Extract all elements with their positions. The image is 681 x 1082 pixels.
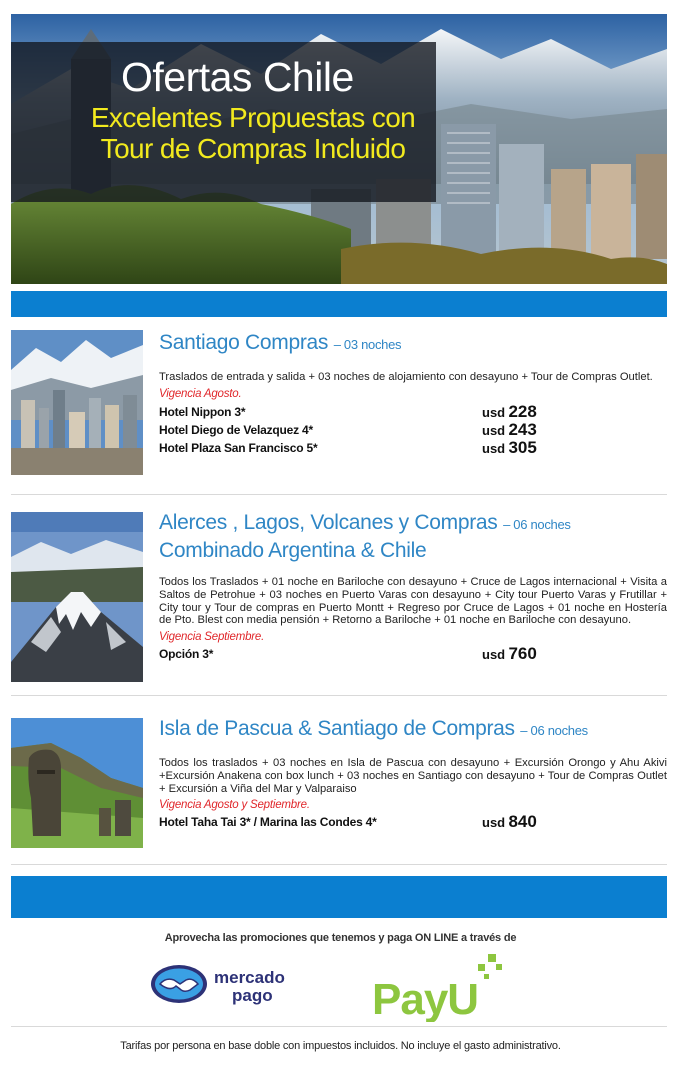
offer-validity: Vigencia Septiembre. <box>159 631 265 644</box>
offer-title <box>159 330 667 358</box>
payment-note: Aprovecha las promociones que tenemos y paga ON LINE a través de <box>164 932 517 944</box>
section-divider <box>11 1026 667 1027</box>
offer-nights: – 06 noches <box>520 723 588 738</box>
offer-description: Todos los Traslados + 01 noche en Bariloche con desayuno + Cruce de Lagos internacional + Visita a Saltos de Petrohue + 03 noches en Puerto Varas con desayuno + City tour Puerto Varas y Frutillar + City tour y Tour de compras en Puerto Montt + Regreso por Cruce de Lagos + 01 noche en Hostería de Pto. Blest con media pensión + Retorno a Bariloche + 01 noche en Bariloche con desayuno. <box>159 576 667 627</box>
mercado-text: mercado <box>214 968 285 987</box>
offer-validity: Vigencia Agosto. <box>159 387 242 400</box>
hotel-price <box>482 812 537 832</box>
santiago-city-image <box>11 330 143 475</box>
offer-body <box>159 330 667 456</box>
volcano-image <box>11 512 143 682</box>
price-currency: usd <box>482 815 506 831</box>
payu-logo[interactable] <box>372 950 512 1027</box>
hotel-name: Hotel Nippon 3* <box>159 404 246 419</box>
hotel-list <box>159 644 667 662</box>
offer-body <box>159 716 667 830</box>
hotel-list <box>159 812 667 830</box>
blue-divider-bar <box>11 876 667 918</box>
hotel-price <box>482 420 537 440</box>
payu-text: PayU <box>372 975 479 1022</box>
hero-banner <box>11 14 667 284</box>
price-amount: 760 <box>508 644 537 664</box>
hotel-list <box>159 402 667 456</box>
offer-alerces-lagos <box>11 510 667 690</box>
offer-santiago-compras <box>11 330 667 480</box>
mercado-pago-logo[interactable] <box>150 962 310 1015</box>
offer-title-text: Santiago Compras <box>159 331 329 354</box>
hotel-price <box>482 402 537 422</box>
price-amount: 305 <box>508 437 537 457</box>
hotel-row <box>159 644 667 662</box>
hotel-name: Hotel Diego de Velazquez 4* <box>159 422 313 437</box>
hotel-row <box>159 402 667 420</box>
hotel-name: Hotel Taha Tai 3* / Marina las Condes 4* <box>159 815 377 830</box>
price-currency: usd <box>482 422 506 438</box>
section-divider <box>11 695 667 696</box>
offer-description: Todos los traslados + 03 noches en Isla de Pascua con desayuno + Excursión Orongo y Ahu Akivi +Excursión Anakena con box lunch + 03 noches en Santiago con desayuno + Tour de Compras Outlet + Excursión a Viña del Mar y Valparaiso <box>159 757 667 795</box>
hotel-name: Hotel Plaza San Francisco 5* <box>159 440 318 455</box>
hotel-row <box>159 420 667 438</box>
hotel-price <box>482 438 537 458</box>
hero-subtitle <box>73 102 433 164</box>
hotel-row <box>159 812 667 830</box>
offer-title <box>159 510 667 538</box>
price-amount: 840 <box>508 812 537 832</box>
hotel-name: Opción 3* <box>159 647 214 662</box>
offer-nights: – 06 noches <box>503 517 571 532</box>
footer-disclaimer: Tarifas por persona en base doble con impuestos incluidos. No incluye el gasto administrativo. <box>120 1040 561 1052</box>
moai-image <box>11 718 143 848</box>
offer-title-line2: Combinado Argentina & Chile <box>159 539 427 562</box>
price-currency: usd <box>482 647 506 663</box>
price-currency: usd <box>482 440 506 456</box>
price-currency: usd <box>482 404 506 420</box>
section-divider <box>11 494 667 495</box>
offer-body <box>159 510 667 662</box>
pago-text: pago <box>232 986 273 1005</box>
hero-subtitle-line2: Tour de Compras Incluido <box>100 133 406 164</box>
blue-divider-bar <box>11 291 667 317</box>
hero-subtitle-line1: Excelentes Propuestas con <box>90 102 416 133</box>
offer-title-text: Isla de Pascua & Santiago de Compras <box>159 717 515 740</box>
offer-nights: – 03 noches <box>333 337 402 352</box>
offer-isla-de-pascua <box>11 716 667 856</box>
offer-title <box>159 716 667 744</box>
hotel-row <box>159 438 667 456</box>
offer-description: Traslados de entrada y salida + 03 noches de alojamiento con desayuno + Tour de Compras Outlet. <box>159 371 653 383</box>
section-divider <box>11 864 667 865</box>
offer-title-text: Alerces , Lagos, Volcanes y Compras <box>159 511 498 534</box>
price-amount: 243 <box>508 419 537 439</box>
offer-validity: Vigencia Agosto y Septiembre. <box>159 799 310 812</box>
price-amount: 228 <box>508 401 537 421</box>
hero-title: Ofertas Chile <box>121 54 354 100</box>
hotel-price <box>482 644 537 664</box>
